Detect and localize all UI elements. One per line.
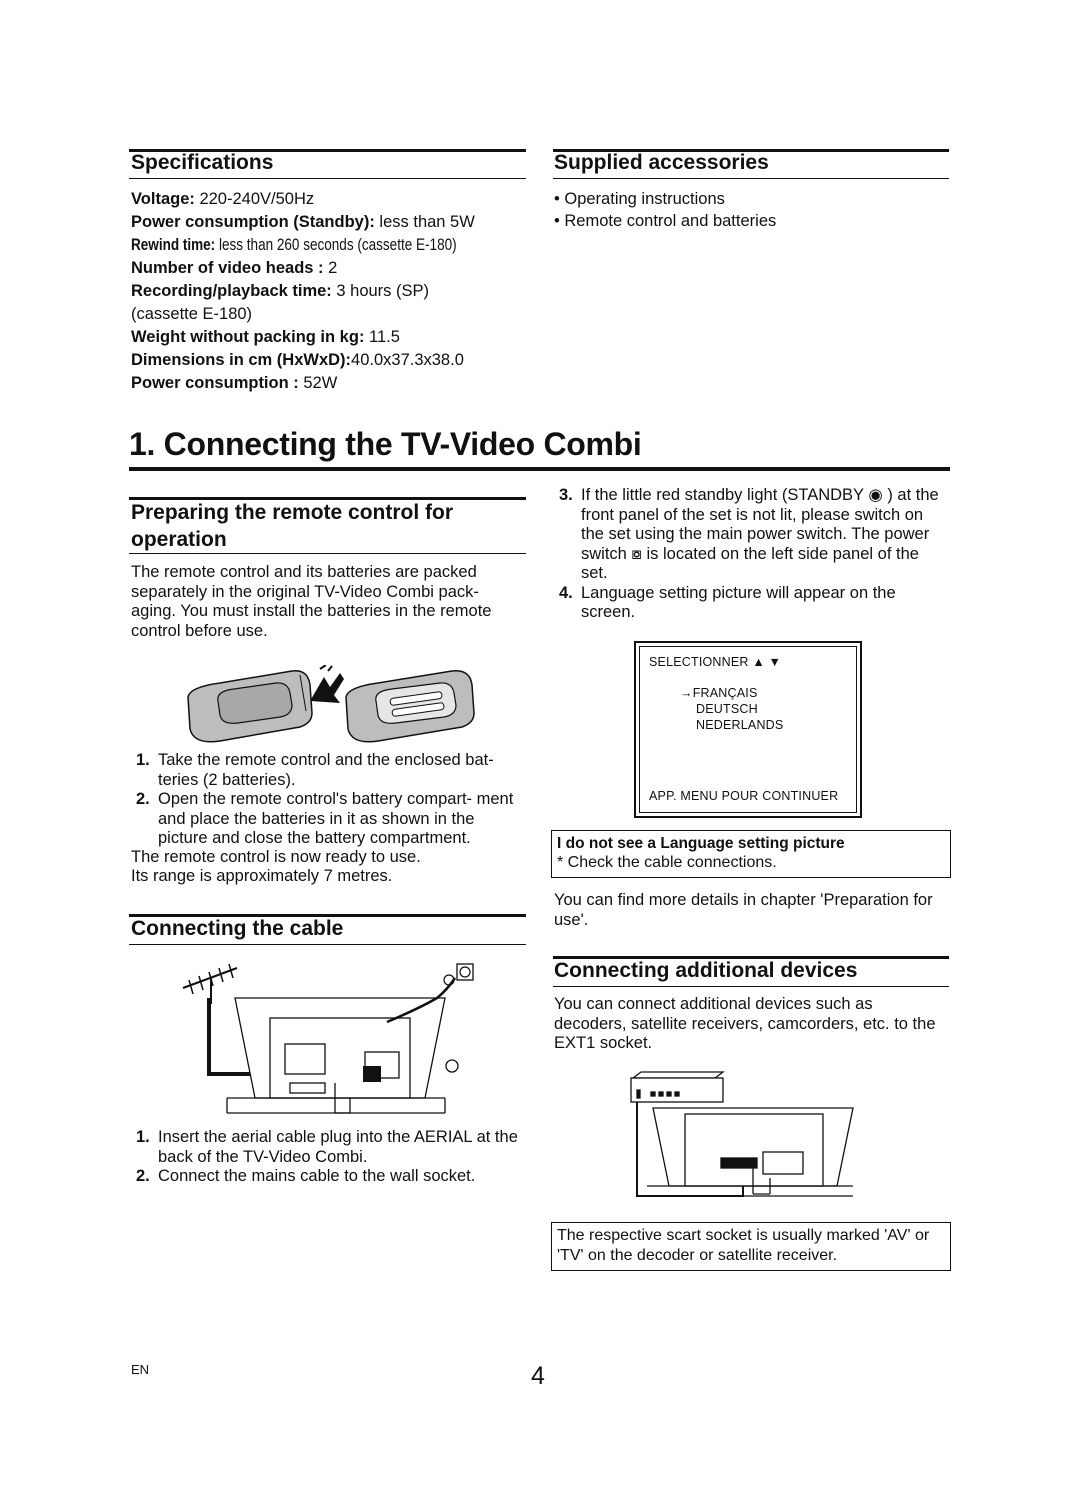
- spec-dimensions: Dimensions in cm (HxWxD):40.0x37.3x38.0: [131, 351, 464, 369]
- standby-steps: [559, 486, 947, 623]
- aerial-plug-icon: [363, 1066, 381, 1082]
- more-details-text: You can find more details in chapter 'Preparation for use'.: [554, 891, 933, 929]
- battery-insert-arrow: [310, 665, 344, 703]
- specifications-bottom-rule: [129, 178, 526, 179]
- arrow-right-icon: →: [680, 686, 693, 700]
- cable-bottom-rule: [129, 944, 526, 945]
- osd-select-label: SELECTIONNER ▲ ▼: [649, 655, 782, 669]
- list-item: 2. Connect the mains cable to the wall socket.: [136, 1167, 476, 1185]
- devices-bottom-rule: [553, 986, 949, 987]
- devices-heading: Connecting additional devices: [554, 959, 858, 982]
- tip-box: [551, 830, 951, 878]
- devices-note-box: [551, 1222, 951, 1271]
- spec-power: Power consumption : 52W: [131, 374, 338, 392]
- language-setting-screen: [634, 641, 862, 818]
- cable-steps: [136, 1128, 531, 1187]
- list-item: 2. Open the remote control's battery compart- ment and place the batteries in it as shown in the picture and close the battery compartment.: [136, 790, 514, 847]
- tip-text: * Check the cable connections.: [557, 854, 777, 871]
- page-title: 1. Connecting the TV-Video Combi: [129, 426, 642, 462]
- remote-closed-illustration: [188, 671, 312, 742]
- title-rule: [129, 467, 950, 471]
- spec-standby-power: Power consumption (Standby): less than 5W: [131, 213, 475, 231]
- osd-language-option[interactable]: →FRANÇAIS: [680, 686, 758, 700]
- remote-heading: Preparing the remote control for operation: [131, 501, 454, 551]
- accessories-heading: Supplied accessories: [554, 151, 769, 174]
- decoder-illustration: [631, 1072, 723, 1102]
- specifications-heading: Specifications: [131, 151, 274, 174]
- power-switch-icon: [446, 1060, 458, 1072]
- spec-recording-time: Recording/playback time: 3 hours (SP): [131, 282, 430, 300]
- list-item: 3. If the little red standby light (STANDBY ◉ ) at the front panel of the set is not lit, please switch on the set using the main power switch. The power switch ⧇ is located on the left side panel of the set.: [559, 486, 939, 582]
- tv-back-illustration: [227, 998, 445, 1113]
- remote-bottom-rule: [129, 553, 526, 554]
- list-item: 4. Language setting picture will appear on the screen.: [559, 583, 896, 621]
- devices-connection-illustration: [625, 1068, 860, 1200]
- devices-text: You can connect additional devices such as decoders, satellite receivers, camcorders, etc. to the EXT1 socket.: [554, 995, 936, 1052]
- list-item: 1. Insert the aerial cable plug into the AERIAL at the back of the TV-Video Combi.: [136, 1128, 518, 1166]
- language-code: EN: [131, 1362, 150, 1377]
- spec-recording-cassette: (cassette E-180): [131, 305, 253, 323]
- cable-heading: Connecting the cable: [131, 917, 344, 940]
- spec-voltage: Voltage: 220-240V/50Hz: [131, 190, 315, 208]
- remote-open-illustration: [346, 671, 474, 742]
- list-item: • Remote control and batteries: [554, 212, 777, 230]
- spec-video-heads: Number of video heads : 2: [131, 259, 338, 277]
- tip-title: I do not see a Language setting picture: [557, 835, 845, 852]
- devices-note-text: The respective scart socket is usually marked 'AV' or 'TV' on the decoder or satellite receiver.: [557, 1227, 930, 1264]
- osd-footer-label: APP. MENU POUR CONTINUER: [649, 789, 839, 803]
- aerial-cable-illustration: [175, 958, 490, 1118]
- list-item: • Operating instructions: [554, 190, 725, 208]
- page-number: 4: [531, 1362, 545, 1390]
- remote-range-text: Its range is approximately 7 metres.: [131, 867, 393, 885]
- specifications-list: [131, 188, 531, 395]
- spec-weight: Weight without packing in kg: 11.5: [131, 328, 400, 346]
- wall-socket-icon: [444, 964, 473, 985]
- remote-ready-text: The remote control is now ready to use.: [131, 848, 421, 866]
- accessories-bottom-rule: [553, 178, 949, 179]
- spec-rewind-time: Rewind time: less than 260 seconds (cassette E-180): [131, 236, 457, 254]
- remote-battery-illustration: [180, 665, 480, 750]
- tv-back-illustration: [647, 1108, 853, 1196]
- accessories-list: [554, 188, 944, 232]
- osd-language-option[interactable]: DEUTSCH: [696, 702, 758, 716]
- remote-intro: The remote control and its batteries are packed separately in the original TV-Video Combi pack- aging. You must install the batteries in the remote control before use.: [131, 563, 492, 640]
- remote-steps: [136, 751, 528, 849]
- osd-language-option[interactable]: NEDERLANDS: [696, 718, 784, 732]
- list-item: 1. Take the remote control and the enclosed bat- teries (2 batteries).: [136, 751, 494, 789]
